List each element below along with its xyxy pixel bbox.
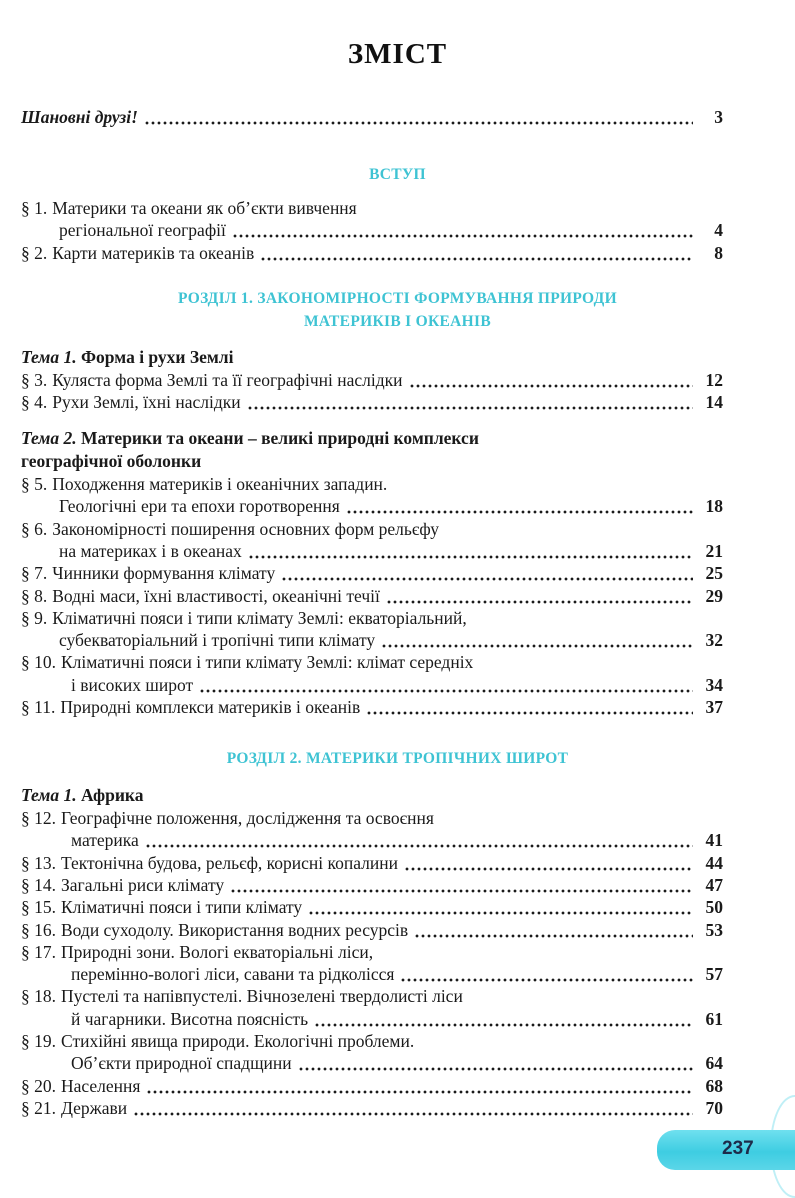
toc-entry-continuation[interactable] <box>71 829 723 851</box>
dot-leader <box>133 1097 693 1119</box>
topic-title: географічної оболонки <box>21 451 202 471</box>
page-ref: 57 <box>705 964 723 985</box>
page-ref: 32 <box>705 630 723 651</box>
section-number: § 15. <box>21 897 56 918</box>
toc-entry[interactable] <box>21 896 723 918</box>
page-ref: 3 <box>714 107 723 127</box>
entry-title: Природні комплекси материків і океанів <box>60 697 361 717</box>
page-ref: 14 <box>705 392 723 413</box>
dot-leader <box>409 369 693 391</box>
section-number: § 1. <box>21 198 48 218</box>
page-ref: 47 <box>705 874 723 895</box>
toc-entry[interactable] <box>21 1030 723 1052</box>
dot-leader <box>199 674 693 696</box>
dot-leader <box>260 242 693 264</box>
page-ref: 37 <box>705 697 723 717</box>
entry-title: Населення <box>61 1075 141 1096</box>
dot-leader <box>346 495 693 517</box>
toc-entry[interactable] <box>21 941 723 963</box>
section-number: § 17. <box>21 941 56 962</box>
page-ref: 70 <box>705 1097 723 1118</box>
page-ref: 61 <box>705 1008 723 1029</box>
page-ref: 12 <box>705 370 723 390</box>
dot-leader <box>145 829 693 851</box>
topic-title: Форма і рухи Землі <box>81 347 234 367</box>
page-ref: 4 <box>714 220 723 241</box>
section-heading: РОЗДІЛ 1. ЗАКОНОМІРНОСТІ ФОРМУВАННЯ ПРИРОДИ <box>178 290 617 307</box>
page-ref: 21 <box>705 540 723 561</box>
entry-title: Чинники формування клімату <box>52 563 276 584</box>
toc-entry[interactable] <box>21 473 723 495</box>
toc-entry[interactable] <box>21 696 723 718</box>
entry-title: перемінно-вологі ліси, савани та рідколісся <box>71 964 395 985</box>
topic-heading <box>21 450 723 472</box>
topic-title: Материки та океани – великі природні комплекси <box>81 428 479 448</box>
dot-leader <box>366 696 693 718</box>
page-title: ЗМІСТ <box>347 38 448 70</box>
toc-entry[interactable] <box>21 369 723 391</box>
section-number: § 10. <box>21 652 56 673</box>
topic-label: Тема 1. <box>21 347 77 367</box>
toc-entry[interactable] <box>21 919 723 941</box>
page-ref: 34 <box>705 674 723 695</box>
page-ref: 18 <box>705 496 723 517</box>
dot-leader <box>404 852 693 874</box>
dot-leader <box>414 919 693 941</box>
entry-title: Походження материків і океанічних западин. <box>52 474 388 494</box>
toc-entry-intro[interactable] <box>21 106 723 128</box>
toc-entry[interactable] <box>21 651 723 673</box>
toc-entry[interactable] <box>21 197 723 219</box>
toc-entry-continuation[interactable] <box>59 540 723 562</box>
entry-title: Рухи Землі, їхні наслідки <box>52 392 241 413</box>
toc-entry[interactable] <box>21 852 723 874</box>
section-heading: ВСТУП <box>369 166 426 183</box>
toc-entry[interactable] <box>21 585 723 607</box>
section-number: § 4. <box>21 392 48 413</box>
section-number: § 14. <box>21 874 56 895</box>
toc-entry[interactable] <box>21 562 723 584</box>
entry-title: Тектонічна будова, рельєф, корисні копалини <box>61 852 399 873</box>
toc-entry[interactable] <box>21 1075 723 1097</box>
topic-label: Тема 1. <box>21 785 77 805</box>
entry-title: регіональної географії <box>59 220 226 241</box>
page-ref: 29 <box>705 585 723 606</box>
page-ref: 8 <box>714 242 723 263</box>
page-number: 237 <box>722 1138 754 1159</box>
page-ref: 44 <box>705 852 723 873</box>
section-number: § 6. <box>21 518 48 539</box>
dot-leader <box>232 219 693 241</box>
section-number: § 19. <box>21 1031 56 1051</box>
entry-title: Водні маси, їхні властивості, океанічні течії <box>52 585 380 606</box>
toc-entry-continuation[interactable] <box>71 1008 723 1030</box>
section-number: § 7. <box>21 563 48 584</box>
section-number: § 16. <box>21 919 56 940</box>
section-number: § 11. <box>21 697 56 717</box>
topic-heading <box>21 346 723 368</box>
section-number: § 20. <box>21 1075 56 1096</box>
dot-leader <box>381 629 693 651</box>
toc-entry-continuation[interactable] <box>71 963 723 985</box>
entry-title: і високих широт <box>71 674 194 695</box>
entry-title: Карти материків та океанів <box>52 242 255 263</box>
section-number: § 2. <box>21 242 48 263</box>
section-heading: РОЗДІЛ 2. МАТЕРИКИ ТРОПІЧНИХ ШИРОТ <box>226 750 569 767</box>
toc-entry[interactable] <box>21 242 723 264</box>
entry-title: Шановні друзі! <box>21 107 138 127</box>
topic-heading <box>21 427 723 449</box>
entry-title: Держави <box>61 1097 128 1118</box>
dot-leader <box>281 562 693 584</box>
section-number: § 5. <box>21 474 48 494</box>
entry-title: Кліматичні пояси і типи клімату Землі: клімат середніх <box>61 652 474 673</box>
toc-entry-continuation[interactable] <box>59 495 723 517</box>
entry-title: Географічне положення, дослідження та освоєння <box>61 808 434 828</box>
dot-leader <box>144 106 693 128</box>
toc-entry[interactable] <box>21 874 723 896</box>
dot-leader <box>314 1008 693 1030</box>
toc-entry[interactable] <box>21 391 723 413</box>
toc-entry-continuation[interactable] <box>71 1052 723 1074</box>
entry-title: Закономірності поширення основних форм рельєфу <box>52 518 440 539</box>
entry-title: Материки та океани як об’єкти вивчення <box>52 198 357 218</box>
dot-leader <box>400 963 693 985</box>
page-ref: 68 <box>705 1075 723 1096</box>
dot-leader <box>308 896 693 918</box>
section-number: § 9. <box>21 607 48 628</box>
entry-title: на материках і в океанах <box>59 540 242 561</box>
toc-entry[interactable] <box>21 518 723 540</box>
entry-title: Загальні риси клімату <box>61 874 225 895</box>
entry-title: Кліматичні пояси і типи клімату Землі: екваторіальний, <box>52 607 467 628</box>
topic-heading <box>21 784 723 806</box>
section-number: § 18. <box>21 986 56 1007</box>
toc-entry-continuation[interactable] <box>59 629 723 651</box>
entry-title: Геологічні ери та епохи горотворення <box>59 496 340 517</box>
entry-title: й чагарники. Висотна поясність <box>71 1008 309 1029</box>
entry-title: Кліматичні пояси і типи клімату <box>61 897 303 918</box>
section-heading: МАТЕРИКІВ І ОКЕАНІВ <box>303 313 491 330</box>
topic-label: Тема 2. <box>21 428 77 448</box>
section-number: § 13. <box>21 852 56 873</box>
dot-leader <box>146 1075 693 1097</box>
page-ref: 64 <box>705 1053 723 1074</box>
entry-title: Води суходолу. Використання водних ресурсів <box>61 919 409 940</box>
page-ref: 50 <box>705 897 723 918</box>
entry-title: Об’єкти природної спадщини <box>71 1053 292 1074</box>
section-number: § 21. <box>21 1097 56 1118</box>
entry-title: Стихійні явища природи. Екологічні проблеми. <box>61 1031 415 1051</box>
entry-title: Пустелі та напівпустелі. Вічнозелені твердолисті ліси <box>61 986 463 1007</box>
entry-title: материка <box>71 830 139 851</box>
entry-title: Куляста форма Землі та її географічні наслідки <box>52 370 403 390</box>
toc-entry[interactable] <box>21 607 723 629</box>
dot-leader <box>298 1052 693 1074</box>
topic-title: Африка <box>81 785 144 805</box>
dot-leader <box>248 540 693 562</box>
entry-title: Природні зони. Вологі екваторіальні ліси, <box>61 941 374 962</box>
page-ref: 25 <box>705 563 723 584</box>
dot-leader <box>230 874 693 896</box>
section-number: § 8. <box>21 585 48 606</box>
page-ref: 41 <box>705 830 723 851</box>
toc-entry[interactable] <box>21 985 723 1007</box>
dot-leader <box>386 585 693 607</box>
toc-entry-continuation[interactable] <box>59 219 723 241</box>
toc-entry[interactable] <box>21 807 723 829</box>
dot-leader <box>247 391 693 413</box>
entry-title: субекваторіальний і тропічні типи клімату <box>59 630 376 651</box>
section-number: § 12. <box>21 808 56 828</box>
section-number: § 3. <box>21 370 48 390</box>
toc-entry-continuation[interactable] <box>71 674 723 696</box>
toc-entry[interactable] <box>21 1097 723 1119</box>
page-ref: 53 <box>705 919 723 940</box>
